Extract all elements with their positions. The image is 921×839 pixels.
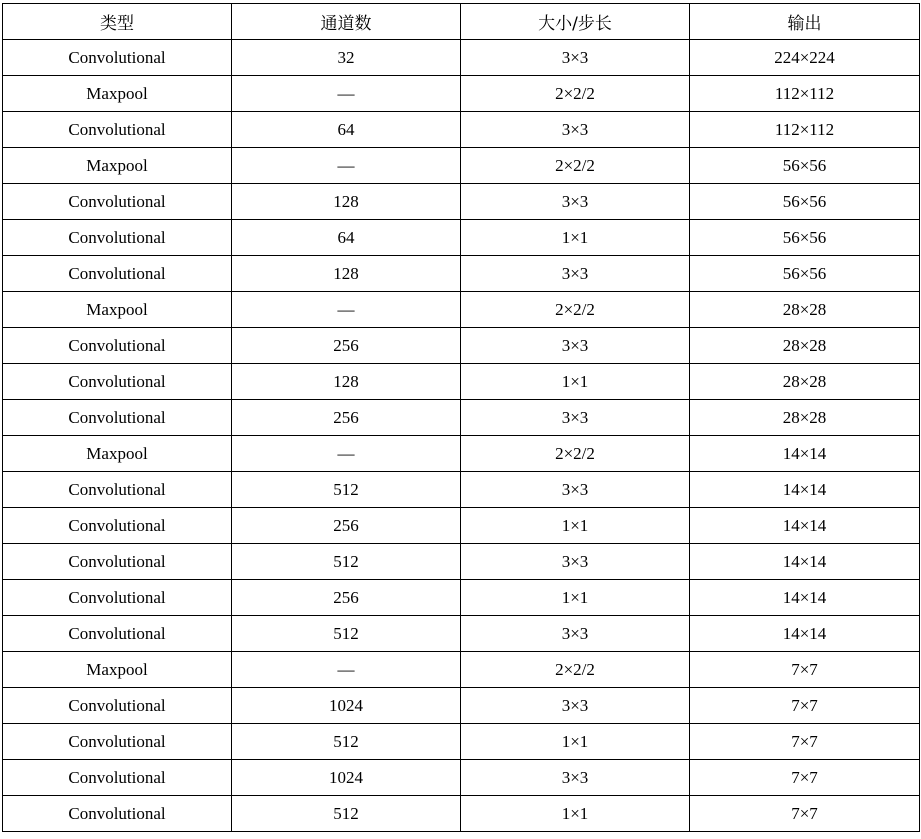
cell-type: Convolutional <box>3 796 232 832</box>
cell-output: 28×28 <box>690 292 920 328</box>
header-row <box>3 4 920 40</box>
table-row <box>3 148 920 184</box>
cell-output: 56×56 <box>690 184 920 220</box>
table-row <box>3 796 920 832</box>
cell-size-stride: 1×1 <box>461 796 690 832</box>
table-row <box>3 436 920 472</box>
cell-size-stride: 1×1 <box>461 724 690 760</box>
cell-size-stride: 2×2/2 <box>461 148 690 184</box>
cell-size-stride: 3×3 <box>461 544 690 580</box>
cell-type: Convolutional <box>3 220 232 256</box>
table-row <box>3 760 920 796</box>
table-row <box>3 220 920 256</box>
cell-channels: 1024 <box>232 688 461 724</box>
cell-channels: 512 <box>232 544 461 580</box>
table-row <box>3 400 920 436</box>
cell-channels: 256 <box>232 328 461 364</box>
cell-output: 56×56 <box>690 256 920 292</box>
cell-channels: 32 <box>232 40 461 76</box>
cell-type: Convolutional <box>3 724 232 760</box>
cell-channels: — <box>232 292 461 328</box>
cell-type: Maxpool <box>3 148 232 184</box>
table-row <box>3 688 920 724</box>
cell-channels: 128 <box>232 364 461 400</box>
cell-output: 14×14 <box>690 472 920 508</box>
cell-output: 7×7 <box>690 688 920 724</box>
table-row <box>3 724 920 760</box>
cell-size-stride: 1×1 <box>461 364 690 400</box>
cell-output: 56×56 <box>690 148 920 184</box>
cell-type: Convolutional <box>3 616 232 652</box>
cell-output: 112×112 <box>690 112 920 148</box>
cell-channels: — <box>232 148 461 184</box>
cell-type: Convolutional <box>3 760 232 796</box>
table-row <box>3 112 920 148</box>
cell-output: 112×112 <box>690 76 920 112</box>
cell-type: Convolutional <box>3 508 232 544</box>
cell-output: 14×14 <box>690 580 920 616</box>
header-output: 输出 <box>690 4 920 40</box>
cell-type: Convolutional <box>3 400 232 436</box>
cell-output: 7×7 <box>690 724 920 760</box>
cell-output: 224×224 <box>690 40 920 76</box>
cell-channels: — <box>232 76 461 112</box>
cell-size-stride: 3×3 <box>461 184 690 220</box>
header-size-stride: 大小/步长 <box>461 4 690 40</box>
cell-size-stride: 3×3 <box>461 256 690 292</box>
cell-output: 7×7 <box>690 796 920 832</box>
cell-size-stride: 3×3 <box>461 328 690 364</box>
table-row <box>3 40 920 76</box>
table-row <box>3 364 920 400</box>
cell-type: Convolutional <box>3 688 232 724</box>
cell-type: Convolutional <box>3 580 232 616</box>
cell-size-stride: 3×3 <box>461 400 690 436</box>
cell-size-stride: 3×3 <box>461 760 690 796</box>
cell-size-stride: 2×2/2 <box>461 76 690 112</box>
cell-size-stride: 3×3 <box>461 616 690 652</box>
cell-channels: — <box>232 652 461 688</box>
table-row <box>3 256 920 292</box>
cell-output: 14×14 <box>690 508 920 544</box>
cell-output: 28×28 <box>690 328 920 364</box>
table-row <box>3 544 920 580</box>
cell-output: 7×7 <box>690 760 920 796</box>
cell-channels: — <box>232 436 461 472</box>
table-header <box>3 4 920 40</box>
cell-size-stride: 3×3 <box>461 472 690 508</box>
cell-channels: 512 <box>232 724 461 760</box>
table-row <box>3 292 920 328</box>
header-channels: 通道数 <box>232 4 461 40</box>
cell-channels: 256 <box>232 400 461 436</box>
cell-size-stride: 3×3 <box>461 688 690 724</box>
cell-type: Convolutional <box>3 544 232 580</box>
table-row <box>3 328 920 364</box>
cell-size-stride: 3×3 <box>461 112 690 148</box>
cell-channels: 256 <box>232 508 461 544</box>
cell-output: 14×14 <box>690 616 920 652</box>
cell-output: 14×14 <box>690 436 920 472</box>
cell-type: Maxpool <box>3 436 232 472</box>
table-row <box>3 76 920 112</box>
cell-channels: 64 <box>232 220 461 256</box>
table-row <box>3 580 920 616</box>
cell-output: 7×7 <box>690 652 920 688</box>
cell-channels: 128 <box>232 256 461 292</box>
cell-channels: 512 <box>232 796 461 832</box>
cell-size-stride: 2×2/2 <box>461 436 690 472</box>
cell-output: 14×14 <box>690 544 920 580</box>
cell-type: Convolutional <box>3 112 232 148</box>
cell-size-stride: 1×1 <box>461 580 690 616</box>
table-row <box>3 652 920 688</box>
cell-type: Convolutional <box>3 328 232 364</box>
cell-output: 56×56 <box>690 220 920 256</box>
table-row <box>3 184 920 220</box>
cell-channels: 512 <box>232 472 461 508</box>
cell-type: Convolutional <box>3 364 232 400</box>
table-row <box>3 508 920 544</box>
cell-size-stride: 1×1 <box>461 508 690 544</box>
table-body <box>3 40 920 832</box>
cell-size-stride: 2×2/2 <box>461 292 690 328</box>
cell-type: Convolutional <box>3 40 232 76</box>
table-row <box>3 472 920 508</box>
cell-type: Maxpool <box>3 76 232 112</box>
cell-type: Convolutional <box>3 472 232 508</box>
cell-channels: 256 <box>232 580 461 616</box>
cell-size-stride: 3×3 <box>461 40 690 76</box>
cell-type: Convolutional <box>3 184 232 220</box>
cell-type: Convolutional <box>3 256 232 292</box>
cell-type: Maxpool <box>3 652 232 688</box>
cell-output: 28×28 <box>690 400 920 436</box>
cell-channels: 1024 <box>232 760 461 796</box>
cell-channels: 64 <box>232 112 461 148</box>
cell-size-stride: 1×1 <box>461 220 690 256</box>
cell-type: Maxpool <box>3 292 232 328</box>
network-architecture-table <box>2 3 920 832</box>
cell-output: 28×28 <box>690 364 920 400</box>
cell-size-stride: 2×2/2 <box>461 652 690 688</box>
table-row <box>3 616 920 652</box>
cell-channels: 128 <box>232 184 461 220</box>
header-type: 类型 <box>3 4 232 40</box>
cell-channels: 512 <box>232 616 461 652</box>
